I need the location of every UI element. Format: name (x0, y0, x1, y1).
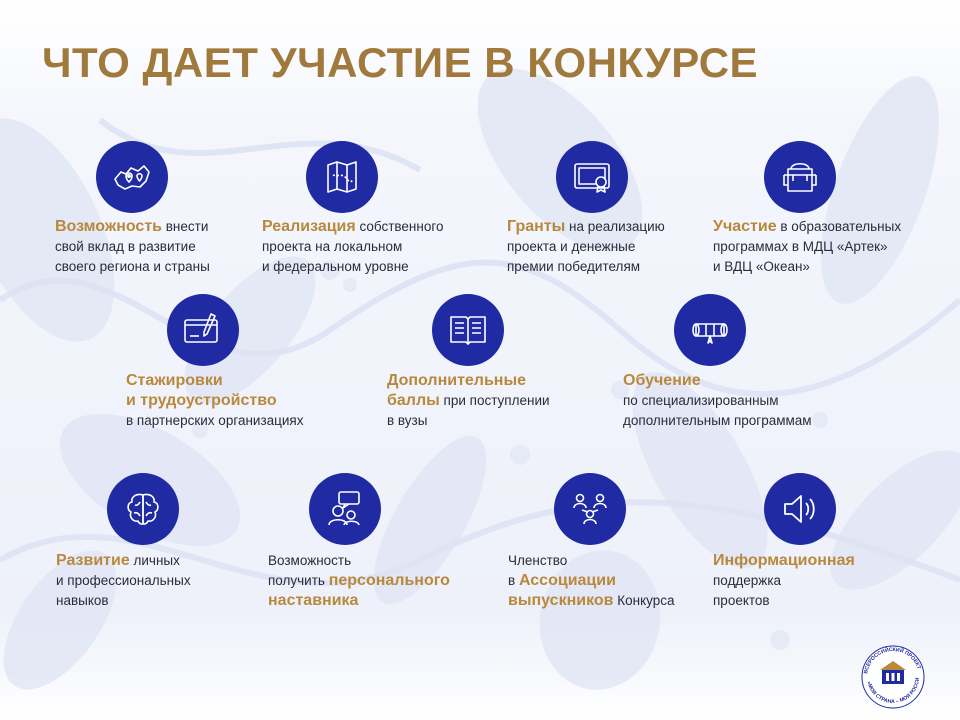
caption-highlight: Дополнительные (387, 372, 527, 389)
icon-badge (96, 141, 168, 213)
caption-text: и ВДЦ «Океан» (713, 259, 810, 274)
caption-highlight: персонального (328, 572, 450, 589)
caption-text: программах в МДЦ «Артек» (713, 239, 888, 254)
caption-text: внести (162, 219, 209, 234)
item-caption (268, 551, 450, 611)
folded-map-icon (320, 155, 364, 199)
caption-text: в партнерских организациях (126, 413, 304, 428)
caption-line (387, 371, 550, 391)
caption-highlight: Реализация (262, 218, 356, 235)
caption-text: по специализированным (623, 393, 779, 408)
caption-line (262, 237, 443, 257)
caption-text: на реализацию (565, 219, 665, 234)
item-caption (508, 551, 675, 611)
caption-line (713, 237, 901, 257)
caption-line (126, 391, 303, 411)
caption-highlight: Гранты (507, 218, 566, 235)
caption-line (55, 217, 210, 237)
caption-line (507, 217, 665, 237)
caption-highlight: Ассоциации (518, 572, 616, 589)
item-caption (55, 217, 210, 277)
caption-text: собственного (355, 219, 444, 234)
icon-badge (764, 141, 836, 213)
caption-line (713, 551, 855, 571)
svg-text:«МОЯ СТРАНА – МОЯ РОССИЯ»: «МОЯ СТРАНА – МОЯ РОССИ (865, 677, 922, 706)
caption-highlight: и трудоустройство (126, 392, 277, 409)
icon-badge (674, 294, 746, 366)
item-caption (262, 217, 443, 277)
project-logo-icon (858, 640, 928, 710)
caption-text: и профессиональных (56, 573, 191, 588)
caption-line (262, 217, 443, 237)
caption-highlight: баллы (387, 392, 440, 409)
item-caption (56, 551, 191, 611)
caption-line (268, 591, 450, 611)
caption-highlight: Стажировки (126, 372, 223, 389)
certificate-icon (570, 155, 614, 199)
caption-line (56, 551, 191, 571)
page-title: ЧТО ДАЕТ УЧАСТИЕ В КОНКУРСЕ (42, 39, 759, 86)
caption-text: в вузы (387, 413, 428, 428)
brain-icon (121, 487, 165, 531)
caption-line (56, 571, 191, 591)
item-caption (713, 217, 901, 277)
caption-text: Возможность (268, 553, 352, 568)
mentor-chat-icon (323, 487, 367, 531)
caption-text: в образовательных (776, 219, 902, 234)
item-caption (713, 551, 855, 611)
icon-badge (556, 141, 628, 213)
icon-badge (107, 473, 179, 545)
caption-highlight: Обучение (623, 372, 701, 389)
people-network-icon (568, 487, 612, 531)
caption-line (623, 391, 812, 411)
caption-line (507, 237, 665, 257)
caption-line (56, 591, 191, 611)
caption-text: своего региона и страны (55, 259, 210, 274)
caption-text: дополнительным программам (623, 413, 812, 428)
caption-text: свой вклад в развитие (55, 239, 196, 254)
caption-line (623, 371, 812, 391)
caption-line (387, 391, 550, 411)
caption-line (268, 571, 450, 591)
caption-line (623, 411, 812, 431)
caption-line (55, 257, 210, 277)
caption-text: премии победителям (507, 259, 641, 274)
map-regions-icon (110, 155, 154, 199)
caption-text: и федеральном уровне (262, 259, 409, 274)
caption-line (508, 571, 675, 591)
caption-line (55, 237, 210, 257)
item-caption (623, 371, 812, 431)
caption-line (713, 571, 855, 591)
caption-text: проекта на локальном (262, 239, 403, 254)
caption-text: Членство (508, 553, 568, 568)
icon-badge (432, 294, 504, 366)
caption-text: Конкурса (613, 593, 675, 608)
caption-line (126, 371, 303, 391)
svg-text:ВСЕРОССИЙСКИЙ ПРОЕКТ: ВСЕРОССИЙСКИЙ ПРОЕКТ (863, 646, 922, 675)
caption-highlight: выпускников (508, 592, 614, 609)
caption-line (268, 551, 450, 571)
caption-line (387, 411, 550, 431)
caption-highlight: наставника (268, 592, 359, 609)
caption-line (508, 551, 675, 571)
open-book-icon (446, 308, 490, 352)
caption-text: проектов (713, 593, 770, 608)
caption-text: при поступлении (439, 393, 550, 408)
caption-line (713, 217, 901, 237)
caption-line (713, 257, 901, 277)
item-caption (507, 217, 665, 277)
caption-line (508, 591, 675, 611)
caption-text: в (508, 573, 519, 588)
caption-highlight: Развитие (56, 552, 130, 569)
icon-badge (167, 294, 239, 366)
diploma-scroll-icon (688, 308, 732, 352)
caption-text: поддержка (713, 573, 782, 588)
icon-badge (306, 141, 378, 213)
caption-highlight: Информационная (713, 552, 855, 569)
monitor-pen-icon (181, 308, 225, 352)
caption-text: проекта и денежные (507, 239, 636, 254)
caption-text: личных (129, 553, 180, 568)
item-caption (387, 371, 550, 431)
caption-line (262, 257, 443, 277)
caption-text: получить (268, 573, 329, 588)
caption-line (507, 257, 665, 277)
caption-text: навыков (56, 593, 109, 608)
icon-badge (764, 473, 836, 545)
caption-highlight: Возможность (55, 218, 162, 235)
icon-badge (309, 473, 381, 545)
backpack-icon (778, 155, 822, 199)
icon-badge (554, 473, 626, 545)
speaker-icon (778, 487, 822, 531)
item-caption (126, 371, 303, 431)
caption-line (126, 411, 303, 431)
caption-line (713, 591, 855, 611)
caption-highlight: Участие (713, 218, 777, 235)
